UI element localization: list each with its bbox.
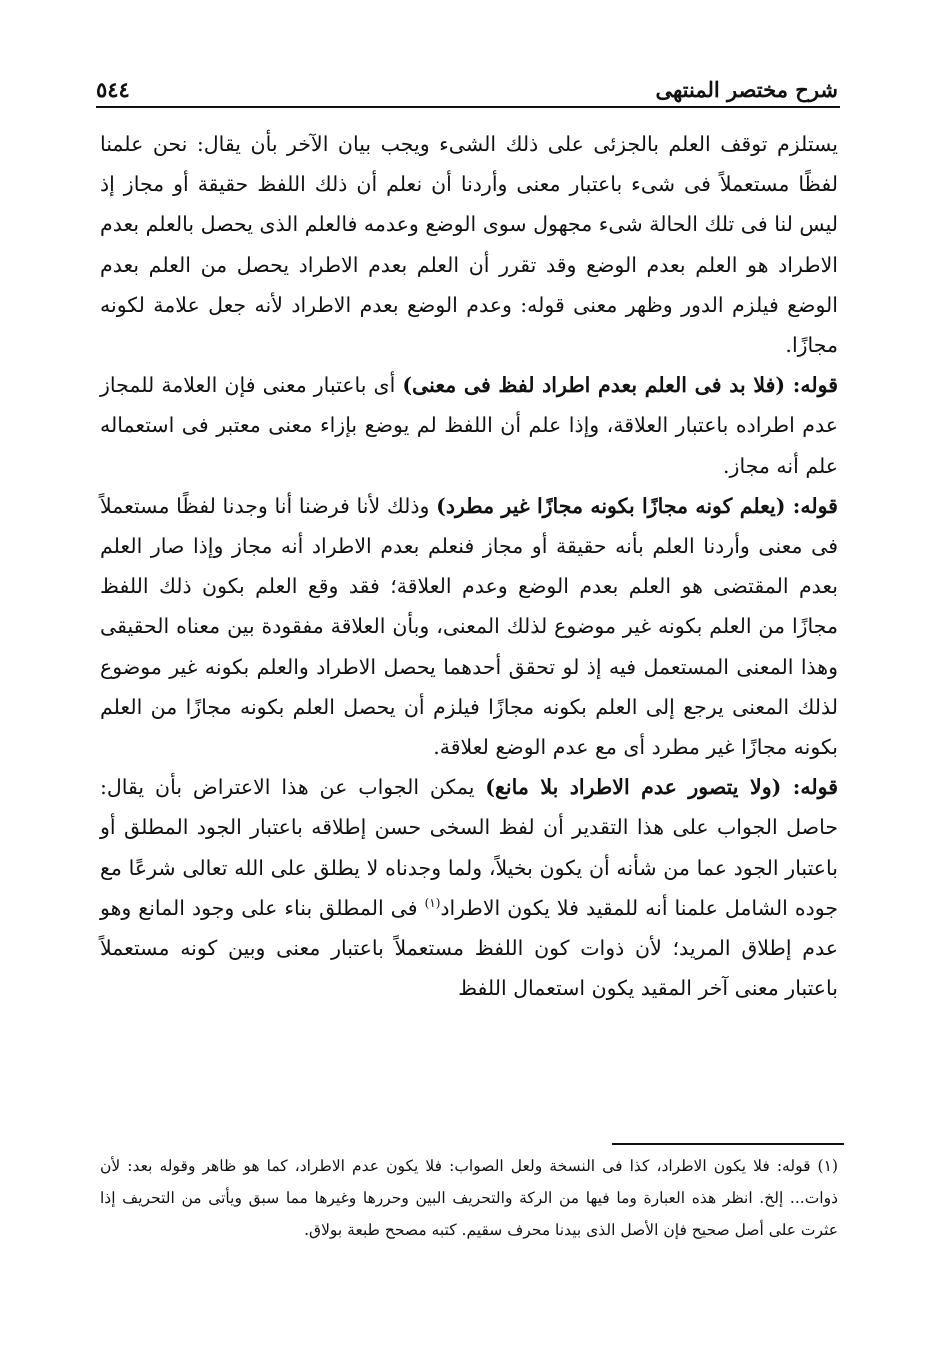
paragraph-3-text: وذلك لأنا فرضنا أنا وجدنا لفظًا مستعملاً فى معنى وأردنا العلم بأنه حقيقة أو مجاز فنعلم بعدم الاطراد أنه مجاز وإذا صار العلم بعدم المقتضى هو العلم بعدم الوضع وعدم العلاقة؛ فقد وقع العلم بكون ذلك اللفظ مجازًا من العلم بكونه غير موضوع لذلك المعنى، وبأن العلاقة مفقودة بين معناه الحقيقى وهذا المعنى المستعمل فيه إذ لو تحقق أحدهما يحصل الاطراد والعلم بكونه غير موضوع لذلك المعنى يرجع إلى العلم بكونه مجازًا فيلزم أن يحصل العلم بكونه مجازًا من العلم بكونه مجازًا غير مطرد أى مع عدم الوضع لعلاقة.	[100, 493, 838, 760]
page-number: ٥٤٤	[96, 77, 130, 102]
paragraph-4-text-b: فى المطلق بناء على وجود المانع وهو عدم إطلاق المريد؛ لأن ذوات كون اللفظ مستعملاً باعتبار معنى وبين كونه مستعملاً باعتبار معنى آخر المقيد يكون استعمال اللفظ	[100, 895, 838, 1001]
header-title: شرح مختصر المنتهى	[655, 77, 838, 102]
paragraph-3	[100, 486, 838, 767]
running-header	[96, 68, 838, 102]
footnote	[100, 1150, 838, 1246]
paragraph-2	[100, 365, 838, 486]
paragraph-3-lemma: قوله: (يعلم كونه مجازًا بكونه مجازًا غير مطرد)	[436, 493, 838, 518]
footnote-rule	[612, 1143, 844, 1145]
paragraph-1	[100, 124, 838, 365]
paragraph-4-lemma: قوله: (ولا يتصور عدم الاطراد بلا مانع)	[485, 775, 839, 800]
paragraph-4	[100, 767, 838, 1008]
paragraph-4-text-a: يمكن الجواب عن هذا الاعتراض بأن يقال: حاصل الجواب على هذا التقدير أن لفظ السخى حسن إطلاقه باعتبار الجود المطلق أو باعتبار الجود عما من شأنه أن يكون بخيلاً، ولما وجدناه لا يطلق على الله تعالى شرعًا مع جوده الشامل علمنا أنه للمقيد فلا يكون الاطراد	[100, 775, 838, 920]
header-rule	[96, 106, 840, 108]
body-text	[100, 124, 838, 1008]
footnote-text: (١) قوله: فلا يكون الاطراد، كذا فى النسخة ولعل الصواب: فلا يكون عدم الاطراد، كما هو ظاهر وقوله بعد: لأن ذوات... إلخ. انظر هذه العبارة وما فيها من الركة والتحريف البين وحررها وغيرها مما سبق ويأتى من التحريف إذا عثرت على أصل صحيح فإن الأصل الذى بيدنا محرف سقيم. كتبه مصحح طبعة بولاق.	[100, 1157, 838, 1239]
footnote-marker: (١)	[424, 896, 441, 911]
paragraph-1-text: يستلزم توقف العلم بالجزئى على ذلك الشىء ويجب بيان الآخر بأن يقال: نحن علمنا لفظًا مستعملاً فى شىء باعتبار معنى وأردنا أن نعلم أن ذلك اللفظ حقيقة أو مجاز إذ ليس لنا فى تلك الحالة شىء مجهول سوى الوضع وعدمه فالعلم الذى يحصل بالعلم بعدم الاطراد هو العلم بعدم الوضع وقد تقرر أن العلم بعدم الاطراد يحصل من العلم بعدم الوضع فيلزم الدور وظهر معنى قوله: وعدم الوضع بعدم الاطراد لأنه جعل علامة لكونه مجازًا.	[100, 132, 838, 358]
paragraph-2-lemma: قوله: (فلا بد فى العلم بعدم اطراد لفظ فى معنى)	[402, 373, 838, 398]
paragraph-2-text: أى باعتبار معنى فإن العلامة للمجاز عدم اطراده باعتبار العلاقة، وإذا علم أن اللفظ لم يوضع بإزاء معنى معتبر فى استعماله علم أنه مجاز.	[100, 373, 838, 478]
